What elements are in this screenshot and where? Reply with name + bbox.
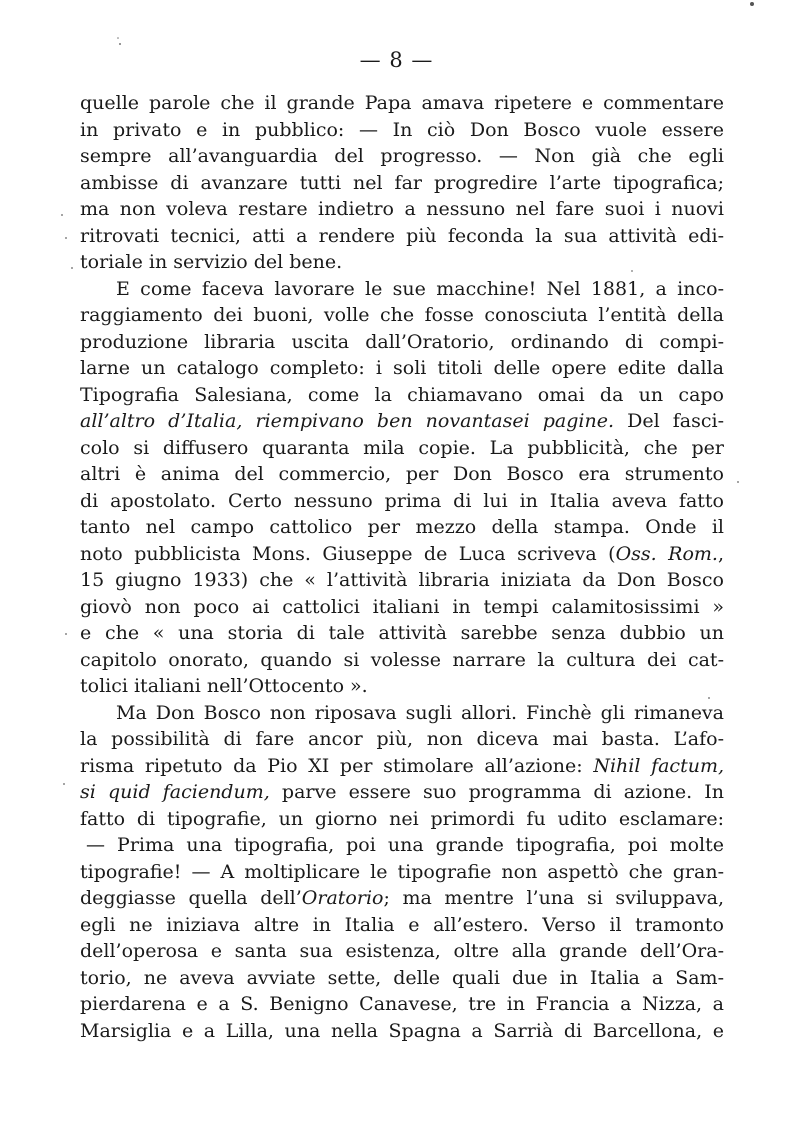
text-segment: pierdarena e a S. Benigno Canavese, tre in Francia a Nizza, a	[80, 993, 724, 1015]
text-segment: toriale in servizio del bene.	[80, 251, 343, 273]
text-segment: Marsiglia e a Lilla, una nella Spagna a Sarrià di Barcellona, e	[80, 1019, 724, 1042]
page-number: — 8 —	[359, 48, 434, 72]
italic-text: Oratorio	[301, 887, 384, 909]
text-segment: altri è anima del commercio, per Don Bosco era strumento	[80, 463, 724, 485]
text-segment: tipografie! — A moltiplicare le tipografie non aspettò che gran-	[80, 860, 724, 883]
italic-text: Nihil factum,	[593, 754, 724, 777]
text-segment: Ma Don Bosco non riposava sugli allori. Finchè gli rimaneva	[116, 701, 724, 724]
text-segment: giovò non poco ai cattolici italiani in tempi calamitosissimi »	[80, 595, 724, 618]
text-segment: risma ripetuto da Pio XI per stimolare all’azione:	[80, 754, 594, 777]
italic-text: Oss. Rom.	[615, 542, 718, 565]
text-segment: fatto di tipografie, un giorno nei primordi fu udito esclamare:	[80, 807, 724, 830]
text-segment: ; ma mentre l’una si sviluppava,	[383, 887, 725, 909]
text-segment: Del fasci-	[614, 410, 724, 432]
text-segment: torio, ne aveva avviate sette, delle quali due in Italia a Sam-	[80, 966, 724, 989]
text-segment: di apostolato. Certo nessuno prima di lui in Italia aveva fatto	[80, 489, 724, 512]
text-segment: raggiamento dei buoni, volle che fosse conosciuta l’entità della	[80, 304, 724, 326]
italic-text: riempivano ben novantasei pagine.	[255, 410, 615, 432]
text-segment: parve essere suo programma di azione. In	[269, 781, 725, 803]
text-segment: dell’operosa e santa sua esistenza, oltre alla grande dell’Ora-	[80, 940, 724, 962]
text-segment: tanto nel campo cattolico per mezzo della stampa. Onde il	[80, 516, 724, 538]
text-segment: ma non voleva restare indietro a nessuno nel fare suoi i nuovi	[80, 198, 724, 220]
text-segment: quelle parole che il grande Papa amava ripetere e commentare	[80, 92, 724, 114]
text-segment: — Prima una tipografia, poi una grande tipografia, poi molte	[86, 834, 724, 856]
text-segment: e che « una storia di tale attività sarebbe senza dubbio un	[80, 622, 724, 644]
text-segment: ambisse di avanzare tutti nel far progredire l’arte tipografica;	[80, 171, 724, 194]
text-segment: 15 giugno 1933) che « l’attività libraria iniziata da Don Bosco	[80, 569, 724, 591]
text-segment: noto pubblicista Mons. Giuseppe de Luca scriveva (	[80, 542, 616, 565]
text-segment: E come faceva lavorare le sue macchine! Nel 1881, a inco-	[116, 277, 724, 300]
text-segment: Tipografia Salesiana, come la chiamavano omai da un capo	[80, 383, 724, 406]
text-segment: produzione libraria uscita dall’Oratorio, ordinando di compi-	[80, 330, 724, 353]
text-segment: ritrovati tecnici, atti a rendere più feconda la sua attività edi-	[80, 224, 724, 247]
text-segment: sempre all’avanguardia del progresso. — Non già che egli	[80, 145, 724, 167]
text-segment: ,	[717, 542, 724, 565]
italic-text: si quid faciendum,	[80, 781, 270, 803]
text-segment: la possibilità di fare ancor più, non diceva mai basta. L’afo-	[80, 728, 724, 750]
text-segment: larne un catalogo completo: i soli titoli delle opere edite dalla	[80, 357, 724, 379]
text-segment: in privato e in pubblico: — In ciò Don Bosco vuole essere	[80, 118, 724, 141]
text-segment: deggiasse quella dell’	[80, 887, 302, 909]
italic-text: all’altro d’Italia,	[80, 410, 256, 432]
text-segment: tolici italiani nell’Ottocento ».	[80, 675, 368, 697]
text-segment: colo si diffusero quaranta mila copie. La pubblicità, che per	[80, 436, 724, 459]
text-segment: capitolo onorato, quando si volesse narrare la cultura dei cat-	[80, 648, 724, 671]
text-segment: egli ne iniziava altre in Italia e all’estero. Verso il tramonto	[80, 913, 724, 936]
